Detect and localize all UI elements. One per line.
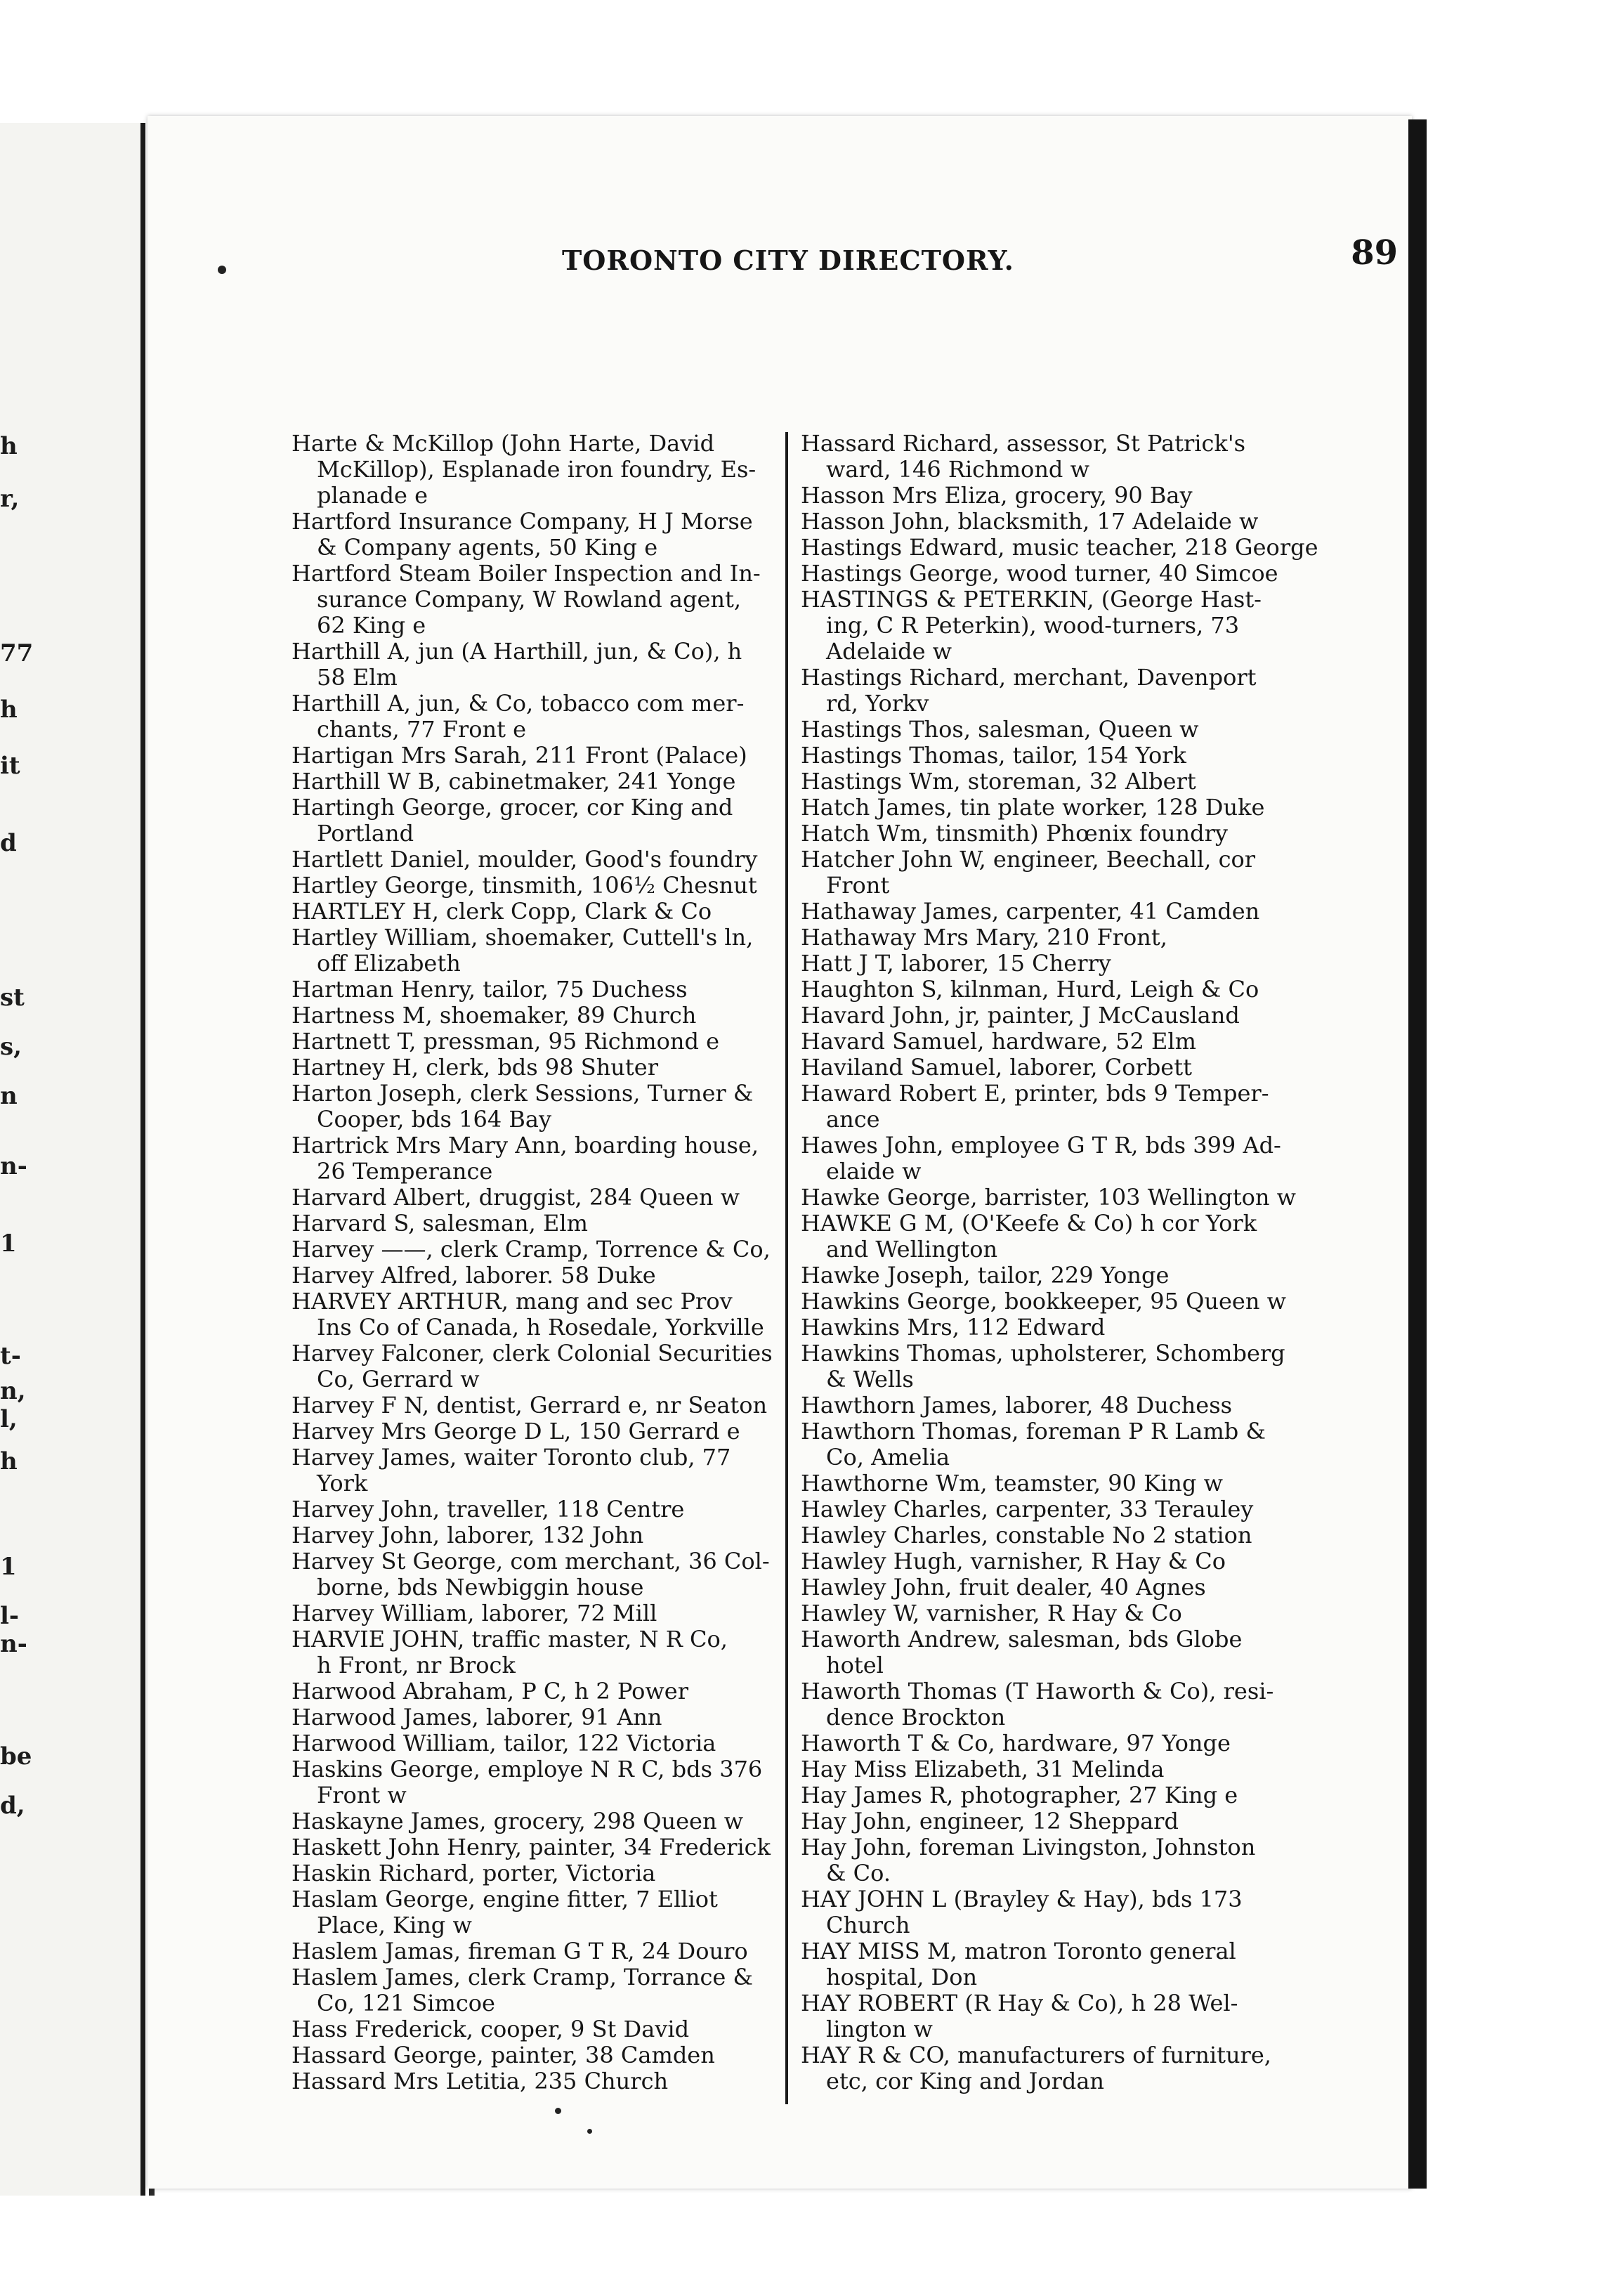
- previous-page-fragment: n,: [0, 1377, 26, 1405]
- directory-entry: [801, 1600, 1318, 1626]
- directory-entry: [292, 1419, 773, 1445]
- directory-entry: [292, 743, 773, 769]
- directory-entry: [801, 899, 1318, 925]
- entry-line: Harvey Falconer, clerk Colonial Securities: [292, 1340, 773, 1367]
- directory-entry: [801, 1808, 1318, 1834]
- entry-line: Harvey John, laborer, 132 John: [292, 1522, 644, 1548]
- entry-line: Hastings Richard, merchant, Davenport: [801, 664, 1257, 691]
- entry-line: Place, King w: [317, 1912, 472, 1938]
- directory-entry: [292, 873, 773, 899]
- entry-line: Harte & McKillop (John Harte, David: [292, 430, 715, 457]
- entry-line: Adelaide w: [826, 638, 952, 665]
- directory-entry: [801, 1055, 1318, 1081]
- entry-line: Hassard George, painter, 38 Camden: [292, 2042, 715, 2068]
- directory-entry: [801, 977, 1318, 1003]
- directory-entry: [801, 1574, 1318, 1600]
- entry-line: borne, bds Newbiggin house: [317, 1574, 644, 1600]
- entry-line: Hawke George, barrister, 103 Wellington w: [801, 1184, 1296, 1211]
- entry-line: Hastings Wm, storeman, 32 Albert: [801, 768, 1196, 795]
- directory-entry: [801, 1990, 1318, 2042]
- entry-line: Harthill A, jun, & Co, tobacco com mer-: [292, 690, 745, 717]
- entry-line: HAY R & CO, manufacturers of furniture,: [801, 2042, 1271, 2068]
- entry-line: Ins Co of Canada, h Rosedale, Yorkville: [317, 1314, 764, 1341]
- entry-line: ance: [826, 1106, 880, 1133]
- entry-line: York: [317, 1470, 368, 1497]
- entry-line: Hartigan Mrs Sarah, 211 Front (Palace): [292, 742, 747, 769]
- directory-entry: [292, 2016, 773, 2042]
- entry-line: Hatcher John W, engineer, Beechall, cor: [801, 846, 1256, 873]
- entry-line: McKillop), Esplanade iron foundry, Es-: [317, 456, 757, 483]
- directory-entry: [292, 769, 773, 795]
- directory-entry: [801, 2042, 1318, 2094]
- entry-line: HAY ROBERT (R Hay & Co), h 28 Wel-: [801, 1990, 1238, 2016]
- entry-line: Haslam George, engine fitter, 7 Elliot: [292, 1886, 718, 1912]
- directory-entry: [292, 795, 773, 847]
- entry-line: Harvey St George, com merchant, 36 Col-: [292, 1548, 770, 1574]
- entry-line: Hawley John, fruit dealer, 40 Agnes: [801, 1574, 1206, 1600]
- previous-page-fragment: h: [0, 696, 18, 724]
- entry-line: Haviland Samuel, laborer, Corbett: [801, 1054, 1192, 1081]
- previous-page-fragment: t-: [0, 1342, 21, 1370]
- directory-entry: [292, 1185, 773, 1211]
- previous-page-fragment: h: [0, 1447, 18, 1475]
- directory-entry: [292, 639, 773, 691]
- entry-line: Hawley Charles, carpenter, 33 Terauley: [801, 1496, 1254, 1523]
- entry-line: Front w: [317, 1782, 407, 1808]
- directory-entry: [801, 1029, 1318, 1055]
- entry-line: Hay Miss Elizabeth, 31 Melinda: [801, 1756, 1165, 1782]
- directory-entry: [292, 1003, 773, 1029]
- previous-page-fragment: n-: [0, 1152, 27, 1180]
- entry-line: HASTINGS & PETERKIN, (George Hast-: [801, 586, 1262, 613]
- previous-page-fragment: 1: [0, 1553, 17, 1581]
- entry-line: HARVIE JOHN, traffic master, N R Co,: [292, 1626, 728, 1652]
- previous-page-fragment: be: [0, 1742, 32, 1771]
- directory-entry: [292, 1289, 773, 1341]
- entry-line: Hassard Richard, assessor, St Patrick's: [801, 430, 1246, 457]
- entry-line: Haworth T & Co, hardware, 97 Yonge: [801, 1730, 1231, 1756]
- directory-entry: [801, 483, 1318, 509]
- entry-line: Hartford Insurance Company, H J Morse: [292, 508, 753, 535]
- entry-line: and Wellington: [826, 1236, 998, 1263]
- directory-entry: [801, 1523, 1318, 1548]
- entry-line: Hawley W, varnisher, R Hay & Co: [801, 1600, 1182, 1626]
- directory-entry: [292, 1964, 773, 2016]
- directory-entry: [292, 1548, 773, 1600]
- entry-line: Hawkins George, bookkeeper, 95 Queen w: [801, 1288, 1287, 1315]
- entry-line: Hathaway Mrs Mary, 210 Front,: [801, 924, 1167, 951]
- entry-line: Haskayne James, grocery, 298 Queen w: [292, 1808, 744, 1834]
- entry-line: Harvey William, laborer, 72 Mill: [292, 1600, 657, 1626]
- directory-entry: [801, 1315, 1318, 1341]
- entry-line: hospital, Don: [826, 1964, 978, 1990]
- directory-entry: [801, 431, 1318, 483]
- entry-line: Co, Gerrard w: [317, 1366, 480, 1393]
- directory-entry: [801, 769, 1318, 795]
- previous-page-fragment: s,: [0, 1033, 22, 1061]
- entry-line: dence Brockton: [826, 1704, 1006, 1730]
- entry-line: Haworth Andrew, salesman, bds Globe: [801, 1626, 1243, 1652]
- entry-line: & Wells: [826, 1366, 914, 1393]
- directory-entry: [292, 847, 773, 873]
- entry-line: HARVEY ARTHUR, mang and sec Prov: [292, 1288, 733, 1315]
- directory-entry: [292, 1600, 773, 1626]
- entry-line: Harvey John, traveller, 118 Centre: [292, 1496, 685, 1523]
- entry-line: Hartley George, tinsmith, 106½ Chesnut: [292, 872, 757, 899]
- entry-line: h Front, nr Brock: [317, 1652, 516, 1678]
- entry-line: Harvard S, salesman, Elm: [292, 1210, 588, 1237]
- directory-entry: [292, 509, 773, 561]
- directory-entry: [292, 1237, 773, 1263]
- entry-line: rd, Yorkv: [826, 690, 929, 717]
- previous-page-fragment: l-: [0, 1602, 20, 1630]
- previous-page-fragment: n: [0, 1082, 18, 1110]
- directory-entry: [292, 925, 773, 977]
- directory-entry: [292, 1497, 773, 1523]
- film-speck: [587, 2129, 592, 2134]
- entry-line: Harvard Albert, druggist, 284 Queen w: [292, 1184, 740, 1211]
- directory-entry: [292, 1029, 773, 1055]
- previous-page-fragment: st: [0, 984, 25, 1012]
- entry-line: Hartley William, shoemaker, Cuttell's ln,: [292, 924, 754, 951]
- entry-line: HAWKE G M, (O'Keefe & Co) h cor York: [801, 1210, 1257, 1237]
- entry-line: Hatt J T, laborer, 15 Cherry: [801, 950, 1111, 977]
- directory-entry: [292, 561, 773, 639]
- directory-entry: [801, 743, 1318, 769]
- directory-entry: [292, 1263, 773, 1289]
- directory-entry: [292, 1808, 773, 1834]
- directory-entry: [292, 977, 773, 1003]
- entry-line: 26 Temperance: [317, 1158, 493, 1185]
- previous-page-fragment: r,: [0, 485, 20, 513]
- entry-line: Hartness M, shoemaker, 89 Church: [292, 1002, 697, 1029]
- entry-line: Hay John, engineer, 12 Sheppard: [801, 1808, 1179, 1834]
- entry-line: Harton Joseph, clerk Sessions, Turner &: [292, 1080, 754, 1107]
- directory-entry: [292, 1133, 773, 1185]
- entry-line: Hastings George, wood turner, 40 Simcoe: [801, 560, 1278, 587]
- entry-line: Hastings Edward, music teacher, 218 George: [801, 534, 1318, 561]
- entry-line: Haskins George, employe N R C, bds 376: [292, 1756, 763, 1782]
- directory-entry: [292, 2042, 773, 2068]
- page-title: TORONTO CITY DIRECTORY.: [562, 244, 1014, 276]
- directory-entry: [801, 1938, 1318, 1990]
- entry-line: Hartney H, clerk, bds 98 Shuter: [292, 1054, 658, 1081]
- directory-entry: [292, 1523, 773, 1548]
- page-right-edge: [1408, 119, 1427, 2189]
- entry-line: Cooper, bds 164 Bay: [317, 1106, 552, 1133]
- entry-line: Hatch James, tin plate worker, 128 Duke: [801, 794, 1265, 821]
- directory-entry: [801, 1678, 1318, 1730]
- entry-line: ing, C R Peterkin), wood-turners, 73: [826, 612, 1240, 639]
- entry-line: Hay James R, photographer, 27 King e: [801, 1782, 1238, 1808]
- directory-entry: [801, 665, 1318, 717]
- entry-line: Harwood Abraham, P C, h 2 Power: [292, 1678, 689, 1704]
- directory-entry: [292, 899, 773, 925]
- directory-entry: [801, 1471, 1318, 1497]
- previous-page-fragment: l,: [0, 1405, 18, 1433]
- directory-entry: [801, 561, 1318, 587]
- directory-entry: [292, 1445, 773, 1497]
- directory-entry: [801, 821, 1318, 847]
- entry-line: Harwood James, laborer, 91 Ann: [292, 1704, 662, 1730]
- entry-line: Harvey Alfred, laborer. 58 Duke: [292, 1262, 656, 1289]
- entry-line: Haughton S, kilnman, Hurd, Leigh & Co: [801, 976, 1259, 1003]
- directory-entry: [801, 847, 1318, 899]
- directory-entry: [292, 1834, 773, 1860]
- entry-line: Havard John, jr, painter, J McCausland: [801, 1002, 1240, 1029]
- directory-entry: [801, 509, 1318, 535]
- entry-line: Hass Frederick, cooper, 9 St David: [292, 2016, 690, 2042]
- entry-line: Hathaway James, carpenter, 41 Camden: [801, 898, 1260, 925]
- entry-line: Harthill W B, cabinetmaker, 241 Yonge: [292, 768, 736, 795]
- entry-line: Hartrick Mrs Mary Ann, boarding house,: [292, 1132, 759, 1159]
- directory-entry: [292, 1938, 773, 1964]
- entry-line: off Elizabeth: [317, 950, 461, 977]
- directory-entry: [801, 717, 1318, 743]
- directory-entry: [292, 1886, 773, 1938]
- entry-line: HAY MISS M, matron Toronto general: [801, 1938, 1236, 1964]
- directory-entry: [801, 1133, 1318, 1185]
- directory-entry: [801, 1730, 1318, 1756]
- directory-entry: [801, 1886, 1318, 1938]
- entry-line: hotel: [826, 1652, 884, 1678]
- entry-line: Harwood William, tailor, 122 Victoria: [292, 1730, 716, 1756]
- directory-entry: [292, 1626, 773, 1678]
- entry-line: Hawkins Thomas, upholsterer, Schomberg: [801, 1340, 1285, 1367]
- entry-line: ward, 146 Richmond w: [826, 456, 1089, 483]
- entry-line: Haslem James, clerk Cramp, Torrance &: [292, 1964, 753, 1990]
- previous-page-fragment: 1: [0, 1230, 17, 1258]
- entry-line: Harthill A, jun (A Harthill, jun, & Co), h: [292, 638, 742, 665]
- directory-entry: [801, 1497, 1318, 1523]
- entry-line: Hastings Thos, salesman, Queen w: [801, 716, 1199, 743]
- directory-entry: [292, 1055, 773, 1081]
- directory-entry: [801, 1185, 1318, 1211]
- entry-line: Hartlett Daniel, moulder, Good's foundry: [292, 846, 758, 873]
- entry-line: Hartford Steam Boiler Inspection and In-: [292, 560, 761, 587]
- entry-line: Havard Samuel, hardware, 52 Elm: [801, 1028, 1196, 1055]
- entry-line: HAY JOHN L (Brayley & Hay), bds 173: [801, 1886, 1243, 1912]
- directory-entry: [801, 1211, 1318, 1263]
- entry-line: Haward Robert E, printer, bds 9 Temper-: [801, 1080, 1269, 1107]
- entry-line: Hawley Hugh, varnisher, R Hay & Co: [801, 1548, 1226, 1574]
- column-divider: [785, 432, 788, 2104]
- directory-entry: [801, 1782, 1318, 1808]
- entry-line: chants, 77 Front e: [317, 716, 527, 743]
- directory-entry: [292, 1393, 773, 1419]
- entry-line: Harvey ——, clerk Cramp, Torrence & Co,: [292, 1236, 771, 1263]
- directory-page: [148, 116, 1412, 2189]
- entry-line: Hastings Thomas, tailor, 154 York: [801, 742, 1186, 769]
- directory-entry: [801, 1419, 1318, 1471]
- entry-line: Portland: [317, 820, 414, 847]
- directory-entry: [801, 1834, 1318, 1886]
- directory-entry: [801, 587, 1318, 665]
- directory-entry: [801, 1081, 1318, 1133]
- directory-entry: [292, 1860, 773, 1886]
- directory-entry: [801, 1341, 1318, 1393]
- entry-line: Haskett John Henry, painter, 34 Frederick: [292, 1834, 771, 1860]
- entry-line: Hassard Mrs Letitia, 235 Church: [292, 2068, 669, 2094]
- film-speck: [555, 2108, 561, 2114]
- entry-line: Hawthorn James, laborer, 48 Duchess: [801, 1392, 1233, 1419]
- page-number: 89: [1351, 233, 1398, 273]
- entry-line: Hawthorn Thomas, foreman P R Lamb &: [801, 1418, 1266, 1445]
- directory-entry: [801, 925, 1318, 951]
- entry-line: Haskin Richard, porter, Victoria: [292, 1860, 656, 1886]
- entry-line: surance Company, W Rowland agent,: [317, 586, 742, 613]
- entry-line: & Company agents, 50 King e: [317, 534, 658, 561]
- right-column: [801, 431, 1318, 2094]
- entry-line: HARTLEY H, clerk Copp, Clark & Co: [292, 898, 712, 925]
- entry-line: lington w: [826, 2016, 933, 2042]
- entry-line: Hartnett T, pressman, 95 Richmond e: [292, 1028, 720, 1055]
- directory-entry: [801, 1393, 1318, 1419]
- directory-entry: [801, 951, 1318, 977]
- directory-entry: [292, 431, 773, 509]
- entry-line: Church: [826, 1912, 910, 1938]
- directory-entry: [801, 1003, 1318, 1029]
- directory-entry: [292, 1211, 773, 1237]
- entry-line: Harvey Mrs George D L, 150 Gerrard e: [292, 1418, 740, 1445]
- directory-entry: [292, 1704, 773, 1730]
- entry-line: Hay John, foreman Livingston, Johnston: [801, 1834, 1256, 1860]
- entry-line: Haworth Thomas (T Haworth & Co), resi-: [801, 1678, 1274, 1704]
- entry-line: Hasson John, blacksmith, 17 Adelaide w: [801, 508, 1259, 535]
- entry-line: 62 King e: [317, 612, 426, 639]
- previous-page-fragment: d: [0, 829, 17, 857]
- directory-entry: [292, 1756, 773, 1808]
- directory-entry: [801, 795, 1318, 821]
- entry-line: Hasson Mrs Eliza, grocery, 90 Bay: [801, 482, 1193, 509]
- entry-line: & Co.: [826, 1860, 891, 1886]
- directory-entry: [801, 1289, 1318, 1315]
- directory-entry: [801, 1626, 1318, 1678]
- entry-line: etc, cor King and Jordan: [826, 2068, 1105, 2094]
- entry-line: Haslem Jamas, fireman G T R, 24 Douro: [292, 1938, 748, 1964]
- entry-line: Front: [826, 872, 890, 899]
- previous-page-fragment: d,: [0, 1792, 25, 1820]
- left-column: [292, 431, 773, 2094]
- entry-line: Hawke Joseph, tailor, 229 Yonge: [801, 1262, 1170, 1289]
- previous-page-fragment: it: [0, 752, 20, 780]
- directory-entry: [292, 1730, 773, 1756]
- entry-line: Hawkins Mrs, 112 Edward: [801, 1314, 1106, 1341]
- previous-page-fragment: n-: [0, 1630, 27, 1658]
- entry-line: Co, 121 Simcoe: [317, 1990, 495, 2016]
- entry-line: Co, Amelia: [826, 1444, 950, 1471]
- entry-line: planade e: [317, 482, 428, 509]
- entry-line: Hawthorne Wm, teamster, 90 King w: [801, 1470, 1223, 1497]
- entry-line: Hawes John, employee G T R, bds 399 Ad-: [801, 1132, 1281, 1159]
- entry-line: Hawley Charles, constable No 2 station: [801, 1522, 1252, 1548]
- directory-entry: [292, 1081, 773, 1133]
- directory-entry: [801, 535, 1318, 561]
- directory-entry: [801, 1756, 1318, 1782]
- film-speck: [218, 266, 226, 274]
- entry-line: 58 Elm: [317, 664, 398, 691]
- directory-entry: [801, 1263, 1318, 1289]
- directory-entry: [292, 1678, 773, 1704]
- directory-entry: [292, 2068, 773, 2094]
- directory-entry: [292, 691, 773, 743]
- directory-entry: [801, 1548, 1318, 1574]
- directory-entry: [292, 1341, 773, 1393]
- entry-line: Hatch Wm, tinsmith) Phœnix foundry: [801, 820, 1228, 847]
- entry-line: Hartingh George, grocer, cor King and: [292, 794, 733, 821]
- entry-line: Harvey F N, dentist, Gerrard e, nr Seaton: [292, 1392, 768, 1419]
- previous-page-fragment: h: [0, 432, 18, 460]
- entry-line: elaide w: [826, 1158, 922, 1185]
- previous-page-fragment: 77: [0, 639, 34, 667]
- entry-line: Hartman Henry, tailor, 75 Duchess: [292, 976, 688, 1003]
- entry-line: Harvey James, waiter Toronto club, 77: [292, 1444, 731, 1471]
